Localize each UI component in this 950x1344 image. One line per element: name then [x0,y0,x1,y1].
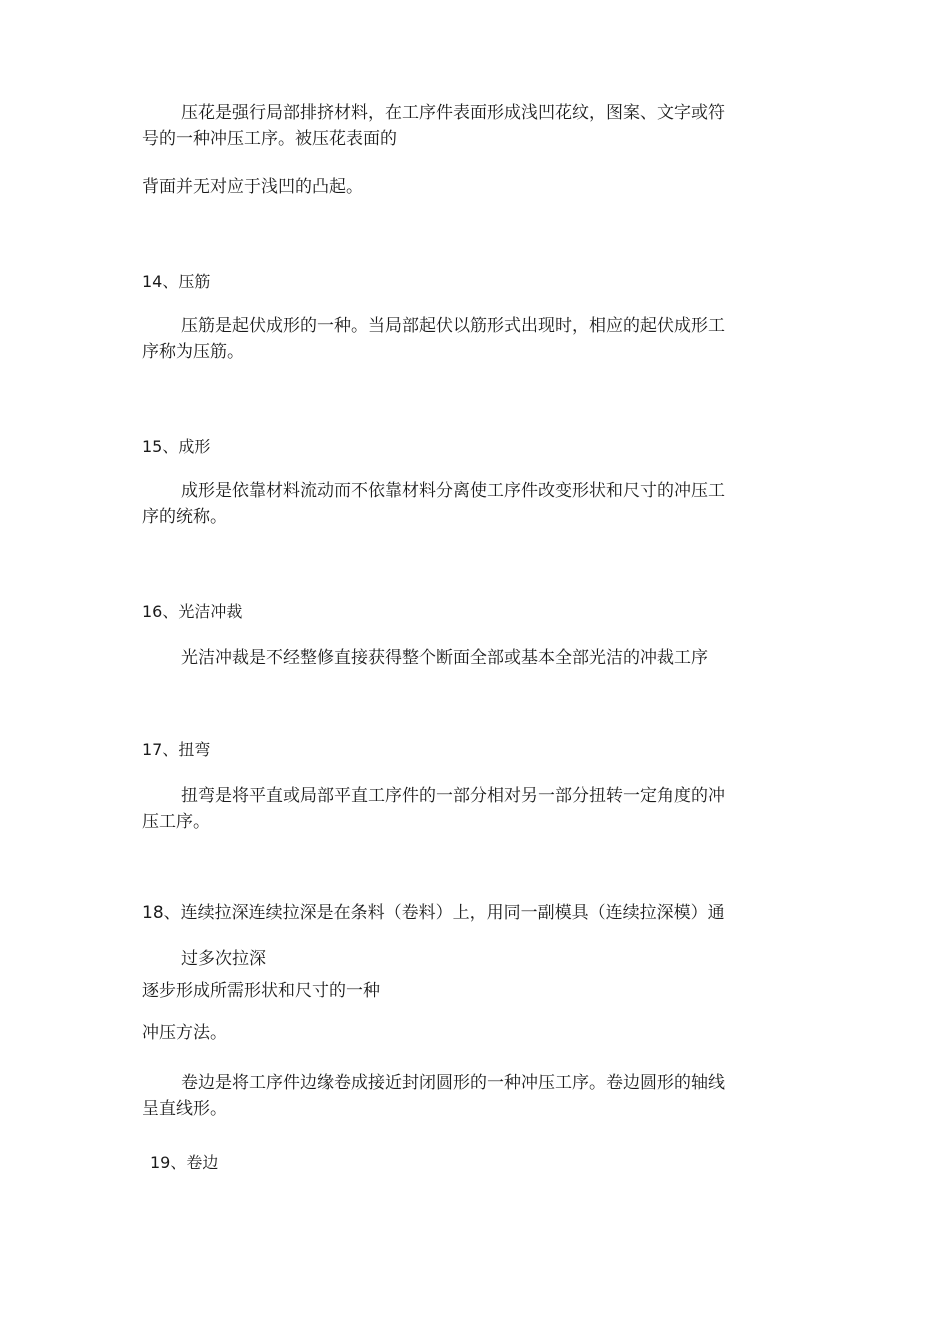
section-17-line-1: 扭弯是将平直或局部平直工序件的一部分相对另一部分扭转一定角度的冲 [181,786,725,806]
section-14-line-1: 压筋是起伏成形的一种。当局部起伏以筋形式出现时，相应的起伏成形工 [181,316,725,336]
section-14-heading: 14、压筋 [142,272,211,291]
section-18-line-2: 过多次拉深 [181,949,266,969]
section-15-line-1: 成形是依靠材料流动而不依靠材料分离使工序件改变形状和尺寸的冲压工 [181,481,725,501]
section-17-line-2: 压工序。 [142,812,210,832]
section-16-heading: 16、光洁冲裁 [142,602,243,621]
emboss-paragraph-line-3: 背面并无对应于浅凹的凸起。 [142,177,363,197]
section-17-heading: 17、扭弯 [142,740,211,759]
section-19-heading: 19、卷边 [150,1153,219,1172]
section-14-line-2: 序称为压筋。 [142,342,244,362]
section-18-line-3: 逐步形成所需形状和尺寸的一种 [142,981,380,1001]
section-19-body-line-2: 呈直线形。 [142,1099,227,1119]
section-18-line-1: 18、连续拉深连续拉深是在条料（卷料）上，用同一副模具（连续拉深模）通 [142,903,725,923]
section-15-heading: 15、成形 [142,437,211,456]
emboss-paragraph-line-1: 压花是强行局部排挤材料，在工序件表面形成浅凹花纹，图案、文字或符 [181,103,725,123]
emboss-paragraph-line-2: 号的一种冲压工序。被压花表面的 [142,129,397,149]
section-19-body-line-1: 卷边是将工序件边缘卷成接近封闭圆形的一种冲压工序。卷边圆形的轴线 [181,1073,725,1093]
section-15-line-2: 序的统称。 [142,507,227,527]
section-18-line-4: 冲压方法。 [142,1023,227,1043]
section-16-line-1: 光洁冲裁是不经整修直接获得整个断面全部或基本全部光洁的冲裁工序 [181,648,708,668]
